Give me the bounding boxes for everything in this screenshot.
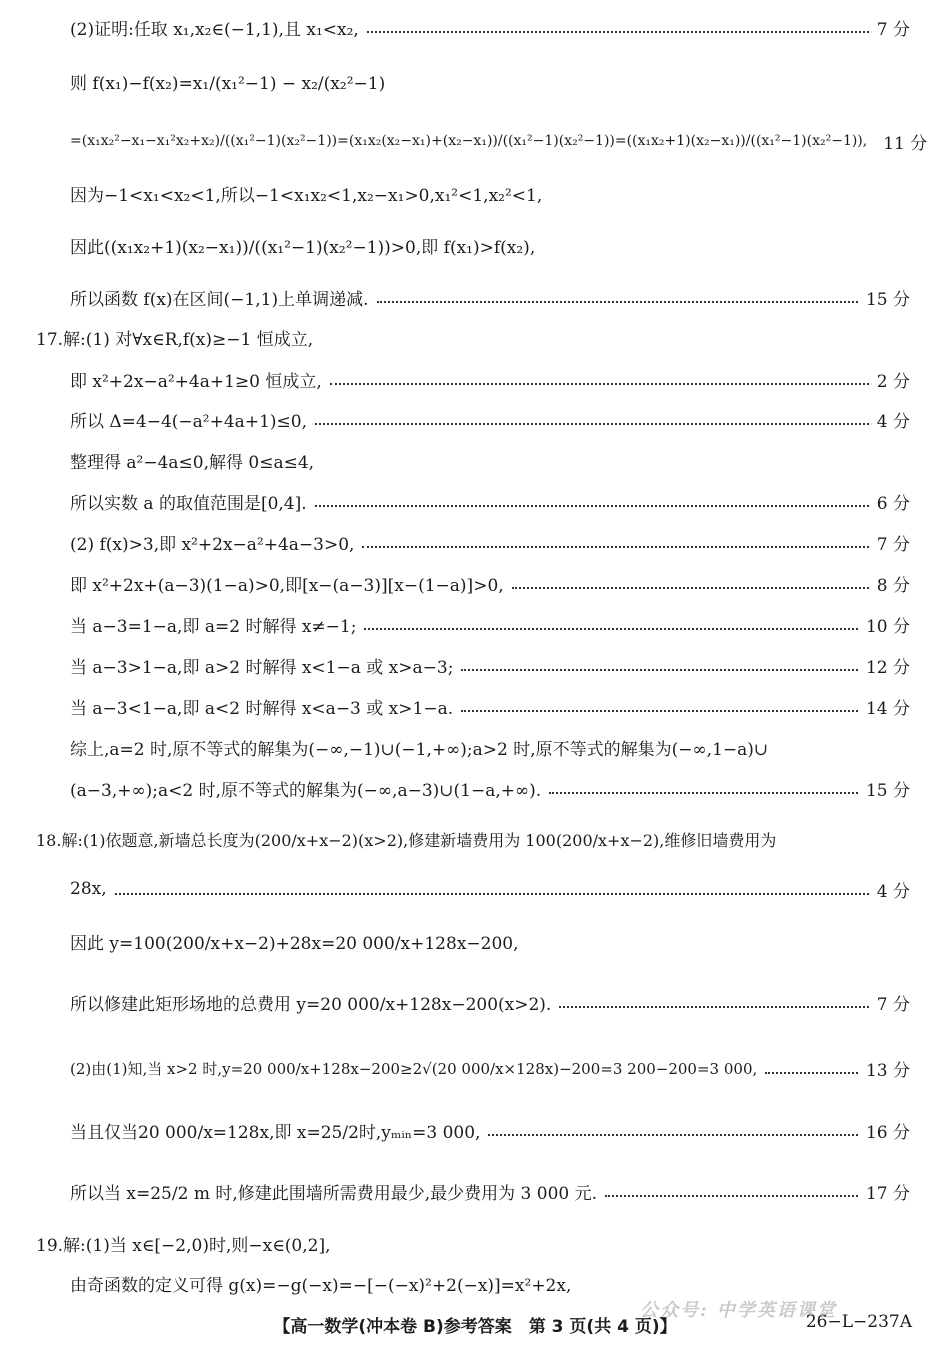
score-label: 4 分 [876,411,910,432]
score-label: 14 分 [865,698,910,719]
score-label: 7 分 [876,19,910,40]
line-text: 则 f(x₁)−f(x₂)=x₁/(x₁²−1) − x₂/(x₂²−1) [70,73,386,94]
line-text: (2)由(1)知,当 x>2 时,y=20 000/x+128x−200≥2√(20 000/x×128x)−200=3 200−200=3 000, [70,1059,758,1078]
line-text: 因此((x₁x₂+1)(x₂−x₁))/((x₁²−1)(x₂²−1))>0,即 f(x₁)>f(x₂), [70,237,536,258]
line-text: 19.解:(1)当 x∈[−2,0)时,则−x∈(0,2], [36,1235,331,1256]
line-text: (2) f(x)>3,即 x²+2x−a²+4a−3>0, [70,534,355,555]
line-18-1c [70,985,910,1019]
leader-dots [461,669,858,671]
score-label: 4 分 [876,881,910,902]
line-17-1c [70,447,910,473]
score-label: 17 分 [865,1183,910,1204]
line-16-2-conclusion [70,284,910,310]
line-17-2c [70,611,910,637]
leader-dots [488,1134,858,1136]
line-17-heading [36,324,910,350]
footer-code: 26−L−237A [805,1312,912,1332]
score-label: 7 分 [876,534,910,555]
line-16-2-therefore [70,228,910,262]
leader-dots [367,31,869,33]
line-text: 当 a−3=1−a,即 a=2 时解得 x≠−1; [70,616,357,637]
footer-title: 【高一数学(冲本卷 B)参考答案 第 3 页(共 4 页)】 [273,1317,677,1337]
line-18-2b [70,1113,910,1147]
line-text: =(x₁x₂²−x₁−x₁²x₂+x₂)/((x₁²−1)(x₂²−1))=(x₁x₂(x₂−x₁)+(x₂−x₁))/((x₁²−1)(x₂²−1))=((x₁x₂+1)(x₂−x₁))/((x₁²−1)(x₂²−1)), [70,133,868,149]
line-text: 整理得 a²−4a≤0,解得 0≤a≤4, [70,452,315,473]
line-17-1a [70,366,910,392]
leader-dots [115,893,869,895]
line-17-2e [70,693,910,719]
line-text: 即 x²+2x+(a−3)(1−a)>0,即[x−(a−3)][x−(1−a)]>0, [70,575,504,596]
line-text: (a−3,+∞);a<2 时,原不等式的解集为(−∞,a−3)∪(1−a,+∞). [70,780,542,801]
score-label: 10 分 [865,616,910,637]
leader-dots [362,546,868,548]
line-18-heading [36,822,910,856]
line-17-2d [70,652,910,678]
score-label: 12 分 [865,657,910,678]
score-label: 2 分 [876,371,910,392]
leader-dots [315,505,869,507]
line-text: 所以当 x=25/2 m 时,修建此围墙所需费用最少,最少费用为 3 000 元. [70,1183,598,1204]
line-18-1b [70,924,910,958]
watermark: 公众号: 中学英语课堂 [640,1300,837,1321]
score-label: 8 分 [876,575,910,596]
line-16-2-simplify [70,124,928,158]
line-text: 所以 Δ=4−4(−a²+4a+1)≤0, [70,411,307,432]
line-16-2-difference [70,64,910,98]
line-18-1a [70,876,910,902]
leader-dots [605,1195,858,1197]
leader-dots [559,1006,868,1008]
leader-dots [330,383,869,385]
score-label: 6 分 [876,493,910,514]
line-19-heading [36,1230,910,1256]
line-18-2c [70,1174,910,1208]
score-label: 15 分 [865,780,910,801]
line-text: 当 a−3<1−a,即 a<2 时解得 x<a−3 或 x>1−a. [70,698,454,719]
page-footer [0,1312,950,1338]
score-label: 16 分 [865,1122,910,1143]
line-text: 即 x²+2x−a²+4a+1≥0 恒成立, [70,371,322,392]
line-text: 因此 y=100(200/x+x−2)+28x=20 000/x+128x−200, [70,933,519,954]
line-text: 所以修建此矩形场地的总费用 y=20 000/x+128x−200(x>2). [70,994,552,1015]
line-19-1a [70,1270,910,1296]
leader-dots [549,792,858,794]
line-text: 由奇函数的定义可得 g(x)=−g(−x)=−[−(−x)²+2(−x)]=x²+2x, [70,1275,572,1296]
line-18-2a [70,1051,910,1085]
score-label: 15 分 [865,289,910,310]
line-17-1d [70,488,910,514]
line-16-2-because [70,180,910,206]
line-17-2a [70,529,910,555]
line-text: 所以实数 a 的取值范围是[0,4]. [70,493,307,514]
line-16-2-proof [70,14,910,40]
line-text: 所以函数 f(x)在区间(−1,1)上单调递减. [70,289,369,310]
line-17-2b [70,570,910,596]
line-text: 28x, [70,879,107,899]
leader-dots [512,587,869,589]
leader-dots [315,423,869,425]
score-label: 7 分 [876,994,910,1015]
leader-dots [765,1072,858,1074]
line-text: 17.解:(1) 对∀x∈R,f(x)≥−1 恒成立, [36,329,314,350]
line-17-summary-2 [70,775,910,801]
line-text: (2)证明:任取 x₁,x₂∈(−1,1),且 x₁<x₂, [70,19,359,40]
leader-dots [377,301,858,303]
line-text: 综上,a=2 时,原不等式的解集为(−∞,−1)∪(−1,+∞);a>2 时,原不等式的解集为(−∞,1−a)∪ [70,739,769,760]
line-text: 18.解:(1)依题意,新墙总长度为(200/x+x−2)(x>2),修建新墙费用为 100(200/x+x−2),维修旧墙费用为 [36,830,777,850]
line-text: 当 a−3>1−a,即 a>2 时解得 x<1−a 或 x>a−3; [70,657,454,678]
line-text: 因为−1<x₁<x₂<1,所以−1<x₁x₂<1,x₂−x₁>0,x₁²<1,x₂²<1, [70,185,543,206]
line-17-summary-1 [70,734,910,760]
line-17-1b [70,406,910,432]
score-label: 13 分 [865,1060,910,1081]
line-text: 当且仅当20 000/x=128x,即 x=25/2时,yₘᵢₙ=3 000, [70,1122,481,1143]
score-label: 11 分 [883,133,928,154]
leader-dots [461,710,858,712]
leader-dots [364,628,857,630]
